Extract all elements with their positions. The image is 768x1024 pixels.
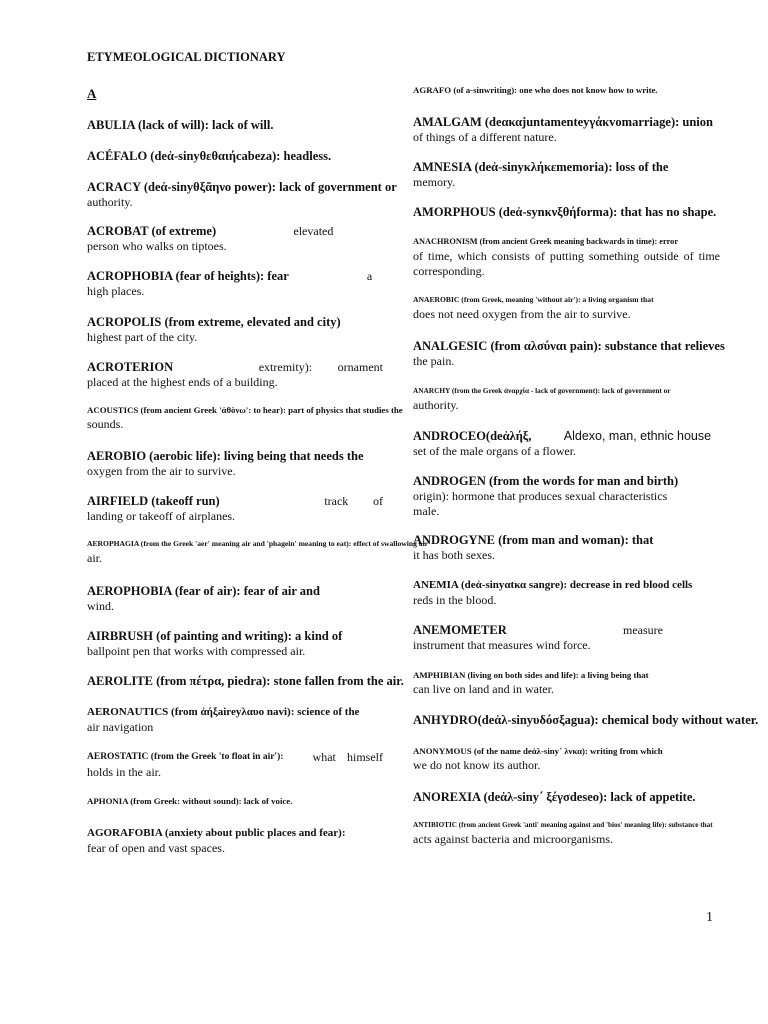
entry-body: authority. <box>413 398 459 412</box>
entry-head: ABULIA (lack of will): lack of will. <box>87 118 274 132</box>
entry-head: ANONYMOUS (of the name deἀλ-siny΄ λνκα): writing from which <box>413 746 663 756</box>
entry-aeronautics <box>87 705 383 735</box>
entry-body: set of the male organs of a flower. <box>413 444 577 458</box>
entry-body: authority. <box>87 195 133 209</box>
entry-body: high places. <box>87 284 145 298</box>
entry-head: ANDROGYNE (from man and woman): that <box>413 533 654 547</box>
entry-body: origin): hormone that produces sexual characteristics male. <box>413 489 668 518</box>
entry-acropolis <box>87 315 383 345</box>
entry-anonymous <box>413 744 720 773</box>
entry-head: AMALGAM (deακαjuntamenteyγάκvomarriage): union <box>413 115 713 129</box>
entry-head: AMPHIBIAN (living on both sides and life): a living being that <box>413 670 649 680</box>
entry-anhydro <box>413 713 759 728</box>
entry-androgen <box>413 474 720 519</box>
entry-fragment: a <box>366 269 373 283</box>
entry-abulia <box>87 118 383 133</box>
entry-acefalo <box>87 149 383 164</box>
entry-anarchy <box>413 384 720 413</box>
entry-head: AEROPHAGIA (from the Greek 'aer' meaning air and 'phagein' meaning to eat): effect of swallowing air <box>87 539 429 548</box>
section-letter: A <box>87 86 97 101</box>
entry-aerolite <box>87 674 404 689</box>
entry-fragment: himself <box>346 750 383 764</box>
entry-head: AEROBIO (aerobic life): living being that needs the <box>87 449 364 463</box>
entry-anemometer <box>413 623 720 653</box>
entry-head: APHONIA (from Greek: without sound): lack of voice. <box>87 796 293 806</box>
entry-head: ANOREXIA (deἀλ-siny΄ ξέγσdeseo): lack of appetite. <box>413 790 696 804</box>
entry-body: sounds. <box>87 417 124 431</box>
entry-head: ANDROCEO(deἀλήξ, <box>413 429 532 443</box>
entry-head: ACROBAT (of extreme) <box>87 224 217 238</box>
entry-amorphous <box>413 205 720 220</box>
entry-aerostatic <box>87 750 383 780</box>
entry-anachronism <box>413 235 720 279</box>
entry-fragment: track <box>324 494 349 508</box>
entry-anaerobic <box>413 293 720 322</box>
entry-acracy <box>87 180 397 210</box>
entry-body: does not need oxygen from the air to survive. <box>413 307 631 321</box>
entry-head: AERONAUTICS (from ἀήξaireyλαυo navi): science of the <box>87 706 360 718</box>
entry-body: landing or takeoff of airplanes. <box>87 509 236 523</box>
entry-acrobat <box>87 224 383 254</box>
entry-agrafo <box>413 83 720 97</box>
entry-head: ACÉFALO (deἀ-sinyθεθαιήcabeza): headless. <box>87 149 332 163</box>
entry-body: reds in the blood. <box>413 593 497 607</box>
entry-fragment: ornament <box>337 360 383 374</box>
entry-body: acts against bacteria and microorganisms. <box>413 832 614 846</box>
entry-analgesic <box>413 339 725 369</box>
entry-acroterion <box>87 360 383 390</box>
entry-head: ANARCHY (from the Greek ἀναρχία - lack of government): lack of government or <box>413 386 671 395</box>
entry-head: ANDROGEN (from the words for man and birth) <box>413 474 679 488</box>
entry-head: ANALGESIC (from αλσύναι pain): substance that relieves <box>413 339 725 353</box>
entry-body: highest part of the city. <box>87 330 198 344</box>
entry-fragment: of <box>373 494 383 508</box>
entry-body: instrument that measures wind force. <box>413 638 591 652</box>
entry-body: holds in the air. <box>87 765 161 779</box>
entry-fragment: measure <box>623 623 663 637</box>
entry-head: AEROSTATIC (from the Greek 'to float in air'): <box>87 752 284 762</box>
entry-androceo <box>413 429 720 459</box>
entry-fragment: extremity): <box>258 360 313 374</box>
entry-body: air navigation <box>87 720 154 734</box>
entry-fragment: elevated <box>293 224 334 238</box>
entry-head: AIRFIELD (takeoff run) <box>87 494 220 508</box>
entry-agorafobia <box>87 826 383 856</box>
entry-head: ANEMOMETER <box>413 623 507 637</box>
entry-head: ANEMIA (deἀ-sinyαtκα sangre): decrease in red blood cells <box>413 579 693 591</box>
entry-airfield <box>87 494 383 524</box>
entry-head: AEROLITE (from πέτρα, piedra): stone fallen from the air. <box>87 674 404 688</box>
entry-amphibian <box>413 668 720 697</box>
entry-aphonia <box>87 794 383 808</box>
entry-aerophagia <box>87 537 429 566</box>
entry-body: we do not know its author. <box>413 758 541 772</box>
entry-head: ACROPOLIS (from extreme, elevated and city) <box>87 315 341 329</box>
entry-body: can live on land and in water. <box>413 682 554 696</box>
entry-head: ACROTERION <box>87 360 174 374</box>
entry-head: ACOUSTICS (from ancient Greek 'ἀθὸνω': to hear): part of physics that studies the <box>87 405 403 415</box>
entry-body: wind. <box>87 599 114 613</box>
entry-head: AIRBRUSH (of painting and writing): a kind of <box>87 629 343 643</box>
entry-head: ACRACY (deἀ-sinyθξᾶηνo power): lack of government or <box>87 180 397 194</box>
entry-fragment: Aldexo, man, ethnic house <box>563 429 712 443</box>
entry-body: of things of a different nature. <box>413 130 557 144</box>
entry-acrophobia <box>87 269 383 299</box>
entry-head: ANAEROBIC (from Greek, meaning 'without air'): a living organism that <box>413 295 654 304</box>
entry-aerobio <box>87 449 383 479</box>
page-number: 1 <box>706 910 713 925</box>
entry-head: ANHYDRO(deἀλ-sinyυδόσξagua): chemical body without water. <box>413 713 759 727</box>
entry-body: of time, which consists of putting something outside of time corresponding. <box>413 249 720 278</box>
entry-body: memory. <box>413 175 456 189</box>
entry-body: person who walks on tiptoes. <box>87 239 227 253</box>
entry-body: placed at the highest ends of a building. <box>87 375 278 389</box>
entry-head: AGRAFO (of a-sinwriting): one who does not know how to write. <box>413 85 658 95</box>
entry-head: ANTIBIOTIC (from ancient Greek 'anti' meaning against and 'bios' meaning life): substance that <box>413 821 713 829</box>
entry-body: ballpoint pen that works with compressed air. <box>87 644 306 658</box>
entry-anorexia <box>413 790 720 805</box>
entry-head: ANACHRONISM (from ancient Greek meaning backwards in time): error <box>413 237 679 246</box>
entry-head: AEROPHOBIA (fear of air): fear of air and <box>87 584 320 598</box>
entry-airbrush <box>87 629 383 659</box>
entry-head: AMORPHOUS (deἀ-synκνξθήforma): that has no shape. <box>413 205 717 219</box>
entry-acoustics <box>87 403 403 432</box>
entry-body: the pain. <box>413 354 455 368</box>
entry-body: it has both sexes. <box>413 548 495 562</box>
entry-body: air. <box>87 551 102 565</box>
entry-androgyne <box>413 533 720 563</box>
entry-head: ACROPHOBIA (fear of heights): fear <box>87 269 289 283</box>
entry-body: oxygen from the air to survive. <box>87 464 236 478</box>
entry-amalgam <box>413 115 720 145</box>
entry-antibiotic <box>413 818 720 847</box>
entry-body: fear of open and vast spaces. <box>87 841 225 855</box>
entry-anemia <box>413 578 720 608</box>
entry-head: AMNESIA (deἀ-sinyκλήκεmemoria): loss of the <box>413 160 669 174</box>
entry-aerophobia <box>87 584 383 614</box>
entry-head: AGORAFOBIA (anxiety about public places and fear): <box>87 827 346 839</box>
entry-amnesia <box>413 160 720 190</box>
page-title: ETYMEOLOGICAL DICTIONARY <box>87 50 286 64</box>
entry-fragment: what <box>312 750 336 764</box>
